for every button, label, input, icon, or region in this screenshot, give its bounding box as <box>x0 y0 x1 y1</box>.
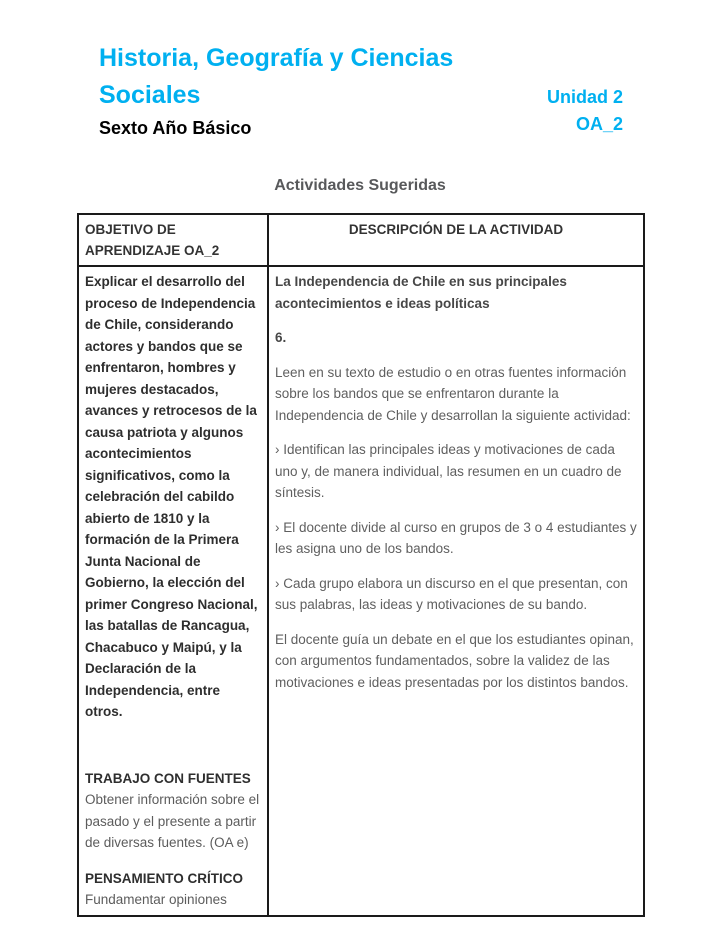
activities-table <box>77 213 645 917</box>
sources-text: Obtener información sobre el pasado y el presente a partir de diversas fuentes. (OA e) <box>85 792 260 850</box>
sources-heading: TRABAJO CON FUENTES <box>85 770 251 786</box>
header-right-labels <box>547 84 623 138</box>
page-header <box>99 40 623 141</box>
activity-bullet-1: › Identifican las principales ideas y motivaciones de cada uno y, de manera individual, las resumen en un cuadro de síntesis. <box>275 442 622 500</box>
table-header-row <box>78 214 644 266</box>
activity-cell <box>268 266 644 916</box>
activity-bullet-2: › El docente divide al curso en grupos de 3 o 4 estudiantes y les asigna uno de los bandos. <box>275 519 637 556</box>
activity-intro: Leen en su texto de estudio o en otras fuentes información sobre los bandos que se enfrentaron durante la Independencia de Chile y desarrollan la siguiente actividad: <box>275 364 631 423</box>
critical-thinking-heading: PENSAMIENTO CRÍTICO <box>85 870 244 886</box>
critical-thinking-text: Fundamentar opiniones <box>85 892 227 907</box>
objective-column-header: OBJETIVO DE APRENDIZAJE OA_2 <box>78 214 268 266</box>
section-title: Actividades Sugeridas <box>274 177 446 194</box>
table-body-row <box>78 266 644 916</box>
oa-label: OA_2 <box>575 114 623 134</box>
activity-number: 6. <box>275 330 287 345</box>
course-title: Historia, Geografía y Ciencias Sociales <box>99 44 454 109</box>
unit-label: Unidad 2 <box>546 87 623 107</box>
activity-bullet-3: › Cada grupo elabora un discurso en el que presentan, con sus palabras, las ideas y motivaciones de su bando. <box>275 575 628 612</box>
objective-cell <box>78 266 268 916</box>
description-column-header: DESCRIPCIÓN DE LA ACTIVIDAD <box>268 214 644 266</box>
objective-main-text: Explicar el desarrollo del proceso de Independencia de Chile, considerando actores y bandos que se enfrentaron, hombres y mujeres destacados, avances y retrocesos de la causa patriota y algunos acontecimientos significativos, como la celebración del cabildo abierto de 1810 y la formación de la Primera Junta Nacional de Gobierno, la elección del primer Congreso Nacional, las batallas de Rancagua, Chacabuco y Maipú, y la Declaración de la Independencia, entre otros. <box>85 274 258 719</box>
activity-closing: El docente guía un debate en el que los estudiantes opinan, con argumentos fundamentados, sobre la validez de las motivaciones e ideas presentadas por los distintos bandos. <box>275 631 634 690</box>
activity-heading: La Independencia de Chile en sus principales acontecimientos e ideas políticas <box>275 274 567 311</box>
grade-subtitle: Sexto Año Básico <box>99 118 252 138</box>
